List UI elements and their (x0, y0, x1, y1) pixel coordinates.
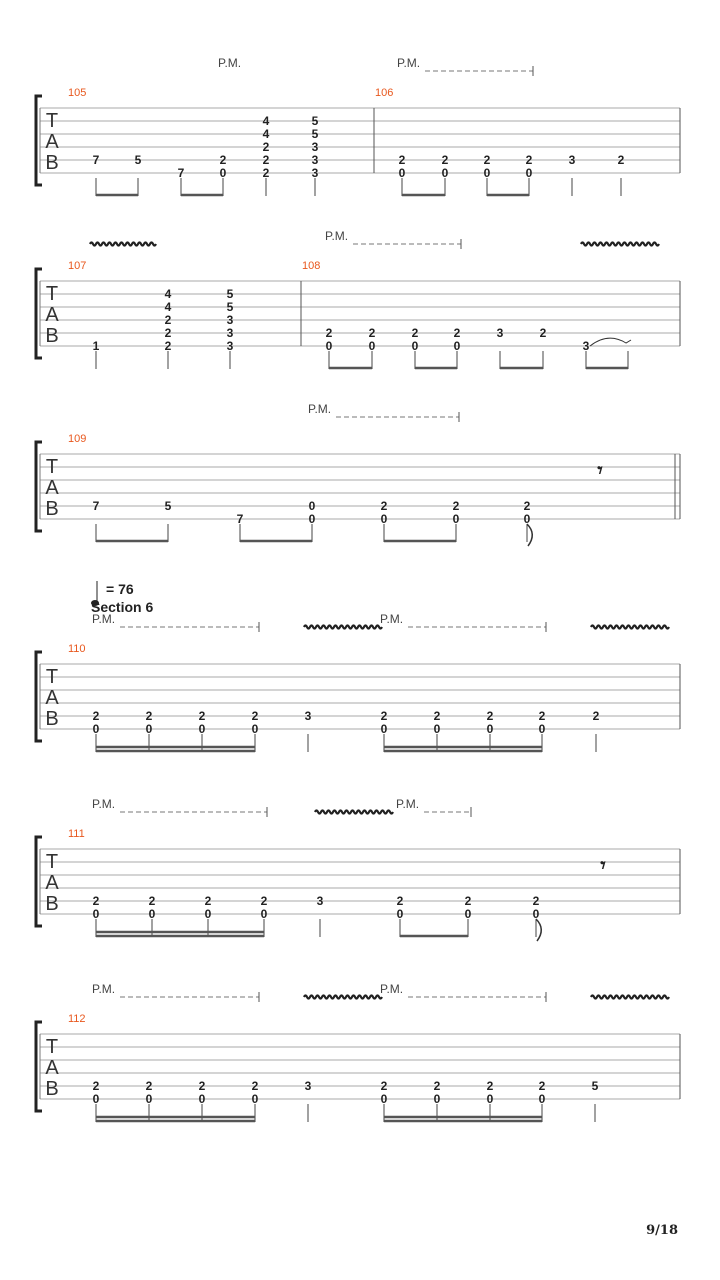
fret-number: 2 (219, 153, 227, 167)
eighth-rest: 𝄾 (597, 458, 603, 482)
vibrato-mark (591, 996, 669, 999)
fret-number: 0 (204, 907, 212, 921)
measure-number: 107 (68, 260, 87, 272)
system-bracket (36, 442, 42, 531)
vibrato-mark (581, 243, 659, 246)
fret-number: 0 (92, 907, 100, 921)
fret-number: 7 (92, 153, 100, 167)
fret-number: 0 (398, 166, 406, 180)
tab-clef-letter: A (45, 304, 59, 326)
tempo-marking (91, 581, 153, 615)
tab-system (36, 982, 680, 1122)
fret-number: 0 (452, 512, 460, 526)
measure-number: 108 (302, 260, 321, 272)
measure-number: 109 (68, 433, 87, 445)
palm-mute-label: P.M. (92, 982, 116, 996)
fret-number: 2 (538, 1079, 546, 1093)
fret-number: 2 (164, 313, 172, 327)
fret-number: 4 (164, 300, 172, 314)
page-number: 9/18 (646, 1223, 678, 1238)
fret-number: 3 (496, 326, 504, 340)
tab-clef-letter: A (45, 1057, 59, 1079)
tab-clef-letter: T (45, 666, 59, 688)
fret-number: 2 (441, 153, 449, 167)
fret-number: 2 (92, 709, 100, 723)
fret-number: 7 (177, 166, 185, 180)
measure-number: 110 (68, 643, 86, 655)
fret-number: 4 (262, 114, 270, 128)
fret-number: 0 (441, 166, 449, 180)
fret-number: 2 (92, 894, 100, 908)
fret-number: 5 (591, 1079, 599, 1093)
fret-number: 0 (532, 907, 540, 921)
fret-number: 2 (260, 894, 268, 908)
fret-number: 0 (483, 166, 491, 180)
system-bracket (36, 269, 42, 358)
fret-number: 4 (262, 127, 270, 141)
fret-number: 2 (538, 709, 546, 723)
tab-clef-letter: B (45, 893, 59, 915)
fret-number: 2 (145, 1079, 153, 1093)
tab-system (36, 797, 680, 941)
measure-number: 111 (68, 828, 85, 840)
fret-number: 3 (568, 153, 576, 167)
fret-number: 0 (92, 722, 100, 736)
fret-number: 2 (411, 326, 419, 340)
fret-number: 2 (148, 894, 156, 908)
fret-number: 2 (164, 326, 172, 340)
fret-number: 0 (198, 722, 206, 736)
fret-number: 3 (226, 326, 234, 340)
tab-clef-letter: A (45, 131, 59, 153)
fret-number: 0 (411, 339, 419, 353)
fret-number: 7 (236, 512, 244, 526)
fret-number: 0 (453, 339, 461, 353)
tab-system (36, 402, 680, 546)
fret-number: 2 (539, 326, 547, 340)
fret-number: 2 (464, 894, 472, 908)
fret-number: 5 (311, 114, 319, 128)
tab-clef-letter: B (45, 708, 59, 730)
fret-number: 2 (368, 326, 376, 340)
fret-number: 2 (251, 709, 259, 723)
tab-clef-letter: T (45, 110, 59, 132)
section-label: Section 6 (91, 599, 154, 615)
vibrato-mark (315, 811, 393, 814)
tab-clef-letter: T (45, 456, 59, 478)
note-flag (536, 919, 541, 941)
palm-mute-label: P.M. (380, 982, 404, 996)
fret-number: 2 (204, 894, 212, 908)
fret-number: 0 (486, 722, 494, 736)
system-bracket (36, 1022, 42, 1111)
palm-mute-label: P.M. (92, 797, 116, 811)
eighth-rest: 𝄾 (600, 853, 606, 877)
palm-mute-label: P.M. (380, 612, 404, 626)
palm-mute-label: P.M. (92, 612, 116, 626)
fret-number: 0 (380, 512, 388, 526)
measure-number: 112 (68, 1013, 86, 1025)
palm-mute-label: P.M. (218, 56, 242, 70)
tempo-value: = 76 (106, 581, 134, 597)
tab-clef-letter: B (45, 498, 59, 520)
tab-system (36, 229, 680, 369)
fret-number: 3 (226, 339, 234, 353)
fret-number: 1 (92, 339, 100, 353)
slide-mark (590, 338, 631, 346)
fret-number: 2 (251, 1079, 259, 1093)
fret-number: 2 (198, 1079, 206, 1093)
fret-number: 2 (398, 153, 406, 167)
fret-number: 3 (226, 313, 234, 327)
fret-number: 3 (582, 339, 590, 353)
fret-number: 0 (433, 722, 441, 736)
fret-number: 2 (525, 153, 533, 167)
tab-clef-letter: A (45, 872, 59, 894)
fret-number: 3 (311, 140, 319, 154)
tab-system (36, 612, 680, 752)
fret-number: 2 (198, 709, 206, 723)
fret-number: 2 (433, 709, 441, 723)
fret-number: 0 (219, 166, 227, 180)
fret-number: 0 (251, 1092, 259, 1106)
system-bracket (36, 96, 42, 185)
fret-number: 2 (380, 499, 388, 513)
fret-number: 0 (145, 722, 153, 736)
fret-number: 3 (311, 166, 319, 180)
fret-number: 0 (523, 512, 531, 526)
fret-number: 2 (617, 153, 625, 167)
fret-number: 3 (311, 153, 319, 167)
fret-number: 2 (92, 1079, 100, 1093)
fret-number: 2 (452, 499, 460, 513)
fret-number: 5 (226, 287, 234, 301)
fret-number: 0 (145, 1092, 153, 1106)
system-bracket (36, 652, 42, 741)
fret-number: 2 (380, 709, 388, 723)
fret-number: 2 (262, 166, 270, 180)
fret-number: 0 (538, 722, 546, 736)
tab-clef-letter: T (45, 283, 59, 305)
fret-number: 2 (486, 709, 494, 723)
measure-number: 106 (375, 87, 394, 99)
tab-clef-letter: B (45, 1078, 59, 1100)
fret-number: 2 (262, 140, 270, 154)
fret-number: 2 (483, 153, 491, 167)
fret-number: 0 (433, 1092, 441, 1106)
fret-number: 0 (396, 907, 404, 921)
fret-number: 0 (148, 907, 156, 921)
tab-clef-letter: B (45, 152, 59, 174)
fret-number: 0 (198, 1092, 206, 1106)
fret-number: 2 (532, 894, 540, 908)
fret-number: 2 (523, 499, 531, 513)
palm-mute-label: P.M. (397, 56, 421, 70)
vibrato-mark (90, 243, 156, 246)
fret-number: 2 (433, 1079, 441, 1093)
fret-number: 2 (325, 326, 333, 340)
fret-number: 0 (251, 722, 259, 736)
note-flag (527, 524, 532, 546)
vibrato-mark (304, 996, 382, 999)
fret-number: 2 (486, 1079, 494, 1093)
system-bracket (36, 837, 42, 926)
fret-number: 3 (304, 1079, 312, 1093)
fret-number: 5 (134, 153, 142, 167)
vibrato-mark (304, 626, 382, 629)
vibrato-mark (591, 626, 669, 629)
fret-number: 2 (262, 153, 270, 167)
fret-number: 2 (145, 709, 153, 723)
fret-number: 2 (592, 709, 600, 723)
fret-number: 0 (260, 907, 268, 921)
fret-number: 5 (164, 499, 172, 513)
fret-number: 0 (538, 1092, 546, 1106)
fret-number: 0 (92, 1092, 100, 1106)
fret-number: 0 (486, 1092, 494, 1106)
fret-number: 3 (304, 709, 312, 723)
fret-number: 7 (92, 499, 100, 513)
fret-number: 3 (316, 894, 324, 908)
fret-number: 4 (164, 287, 172, 301)
tab-clef-letter: B (45, 325, 59, 347)
palm-mute-label: P.M. (325, 229, 349, 243)
tab-clef-letter: T (45, 1036, 59, 1058)
fret-number: 2 (453, 326, 461, 340)
fret-number: 2 (380, 1079, 388, 1093)
fret-number: 0 (325, 339, 333, 353)
fret-number: 0 (525, 166, 533, 180)
fret-number: 0 (380, 722, 388, 736)
fret-number: 2 (396, 894, 404, 908)
fret-number: 2 (164, 339, 172, 353)
fret-number: 5 (226, 300, 234, 314)
fret-number: 0 (308, 499, 316, 513)
palm-mute-label: P.M. (396, 797, 420, 811)
palm-mute-label: P.M. (308, 402, 332, 416)
tab-clef-letter: A (45, 687, 59, 709)
fret-number: 0 (368, 339, 376, 353)
fret-number: 5 (311, 127, 319, 141)
tab-clef-letter: A (45, 477, 59, 499)
tab-clef-letter: T (45, 851, 59, 873)
measure-number: 105 (68, 87, 87, 99)
fret-number: 0 (380, 1092, 388, 1106)
fret-number: 0 (308, 512, 316, 526)
tab-system (36, 56, 680, 196)
fret-number: 0 (464, 907, 472, 921)
